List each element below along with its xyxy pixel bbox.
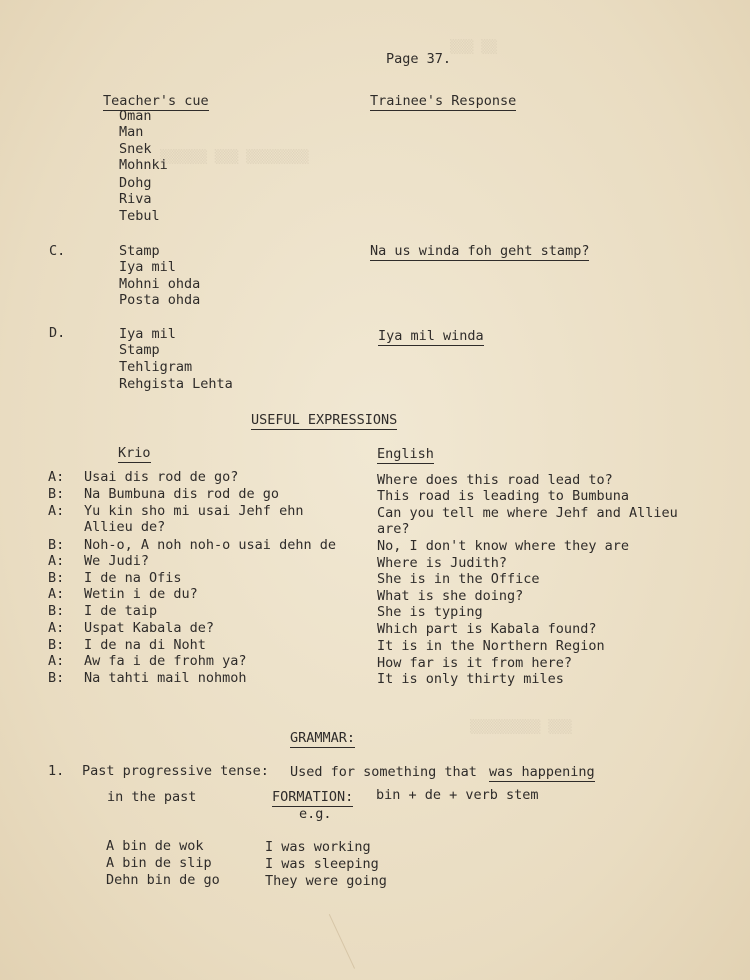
grammar-line-1b: Used for something that <box>290 764 477 780</box>
section-d-label: D. <box>49 325 66 341</box>
english-phrase: are? <box>377 521 410 537</box>
krio-phrase: I de na di Noht <box>84 637 206 653</box>
speaker-label: A: <box>48 653 65 669</box>
english-phrase: No, I don't know where they are <box>377 538 629 554</box>
speaker-label: A: <box>48 503 65 519</box>
trainees-response-header: Trainee's Response <box>370 93 517 109</box>
formation-rule: bin + de + verb stem <box>376 787 539 803</box>
example-krio: A bin de wok <box>106 838 204 854</box>
cue-item: Stamp <box>119 243 160 259</box>
eg-label: e.g. <box>299 806 332 822</box>
formation-label: FORMATION: <box>272 789 354 805</box>
teachers-cue-header: Teacher's cue <box>103 93 209 109</box>
speaker-label: A: <box>48 586 65 602</box>
cue-item: Tehligram <box>119 359 193 375</box>
speaker-label: B: <box>48 486 65 502</box>
english-header: English <box>377 446 434 462</box>
speaker-label: B: <box>48 637 65 653</box>
speaker-label: A: <box>48 620 65 636</box>
bleed-through-text: ▒▒▒▒▒▒ ▒▒▒ ▒▒▒▒▒▒▒▒ <box>160 150 309 165</box>
english-phrase: This road is leading to Bumbuna <box>377 488 629 504</box>
example-krio: Dehn bin de go <box>106 872 220 888</box>
krio-phrase: Usai dis rod de go? <box>84 469 239 485</box>
cue-item: Iya mil <box>119 259 176 275</box>
english-phrase: How far is it from here? <box>377 655 573 671</box>
english-phrase: It is in the Northern Region <box>377 638 605 654</box>
cue-item: Stamp <box>119 342 160 358</box>
krio-phrase: Na Bumbuna dis rod de go <box>84 486 280 502</box>
bleed-through-text: ▒▒▒ ▒▒ <box>450 40 497 55</box>
example-english: They were going <box>265 873 387 889</box>
useful-expressions-title: USEFUL EXPRESSIONS <box>251 412 398 428</box>
cue-item: Tebul <box>119 208 160 224</box>
krio-phrase: Uspat Kabala de? <box>84 620 215 636</box>
grammar-line-2a: in the past <box>107 789 197 805</box>
krio-phrase: Na tahti mail nohmoh <box>84 670 247 686</box>
grammar-item-number: 1. <box>48 763 65 779</box>
section-c-response: Na us winda foh geht stamp? <box>370 243 590 259</box>
cue-item: Man <box>119 124 144 140</box>
cue-item: Iya mil <box>119 326 176 342</box>
example-krio: A bin de slip <box>106 855 212 871</box>
speaker-label: B: <box>48 670 65 686</box>
cue-item: Oman <box>119 108 152 124</box>
english-phrase: Can you tell me where Jehf and Allieu <box>377 505 678 521</box>
section-c-label: C. <box>49 243 66 259</box>
cue-item: Mohnki <box>119 157 168 173</box>
krio-phrase: Aw fa i de frohm ya? <box>84 653 247 669</box>
speaker-label: B: <box>48 603 65 619</box>
english-phrase: Where does this road lead to? <box>377 472 613 488</box>
english-phrase: Where is Judith? <box>377 555 508 571</box>
krio-phrase: We Judi? <box>84 553 150 569</box>
cue-item: Dohg <box>119 175 152 191</box>
krio-phrase: Allieu de? <box>84 519 166 535</box>
english-phrase: It is only thirty miles <box>377 671 564 687</box>
grammar-line-1a: Past progressive tense: <box>82 763 269 779</box>
speaker-label: B: <box>48 570 65 586</box>
grammar-line-1c: was happening <box>489 764 595 780</box>
krio-phrase: Yu kin sho mi usai Jehf ehn <box>84 503 304 519</box>
english-phrase: She is typing <box>377 604 483 620</box>
krio-phrase: Wetin i de du? <box>84 586 198 602</box>
section-d-response: Iya mil winda <box>378 328 484 344</box>
grammar-title: GRAMMAR: <box>290 730 356 746</box>
krio-phrase: I de na Ofis <box>84 570 182 586</box>
paper-crease <box>329 901 382 968</box>
krio-phrase: Noh-o, A noh noh-o usai dehn de <box>84 537 336 553</box>
english-phrase: Which part is Kabala found? <box>377 621 597 637</box>
cue-item: Riva <box>119 191 152 207</box>
speaker-label: A: <box>48 469 65 485</box>
speaker-label: A: <box>48 553 65 569</box>
example-english: I was working <box>265 839 371 855</box>
krio-header: Krio <box>118 445 151 461</box>
english-phrase: What is she doing? <box>377 588 524 604</box>
cue-item: Snek <box>119 141 152 157</box>
krio-phrase: I de taip <box>84 603 158 619</box>
cue-item: Mohni ohda <box>119 276 201 292</box>
page-number: Page 37. <box>386 51 452 67</box>
bleed-through-text: ▒▒▒▒▒▒▒▒▒ ▒▒▒ <box>470 720 572 735</box>
cue-item: Posta ohda <box>119 292 201 308</box>
english-phrase: She is in the Office <box>377 571 540 587</box>
cue-item: Rehgista Lehta <box>119 376 233 392</box>
speaker-label: B: <box>48 537 65 553</box>
example-english: I was sleeping <box>265 856 379 872</box>
